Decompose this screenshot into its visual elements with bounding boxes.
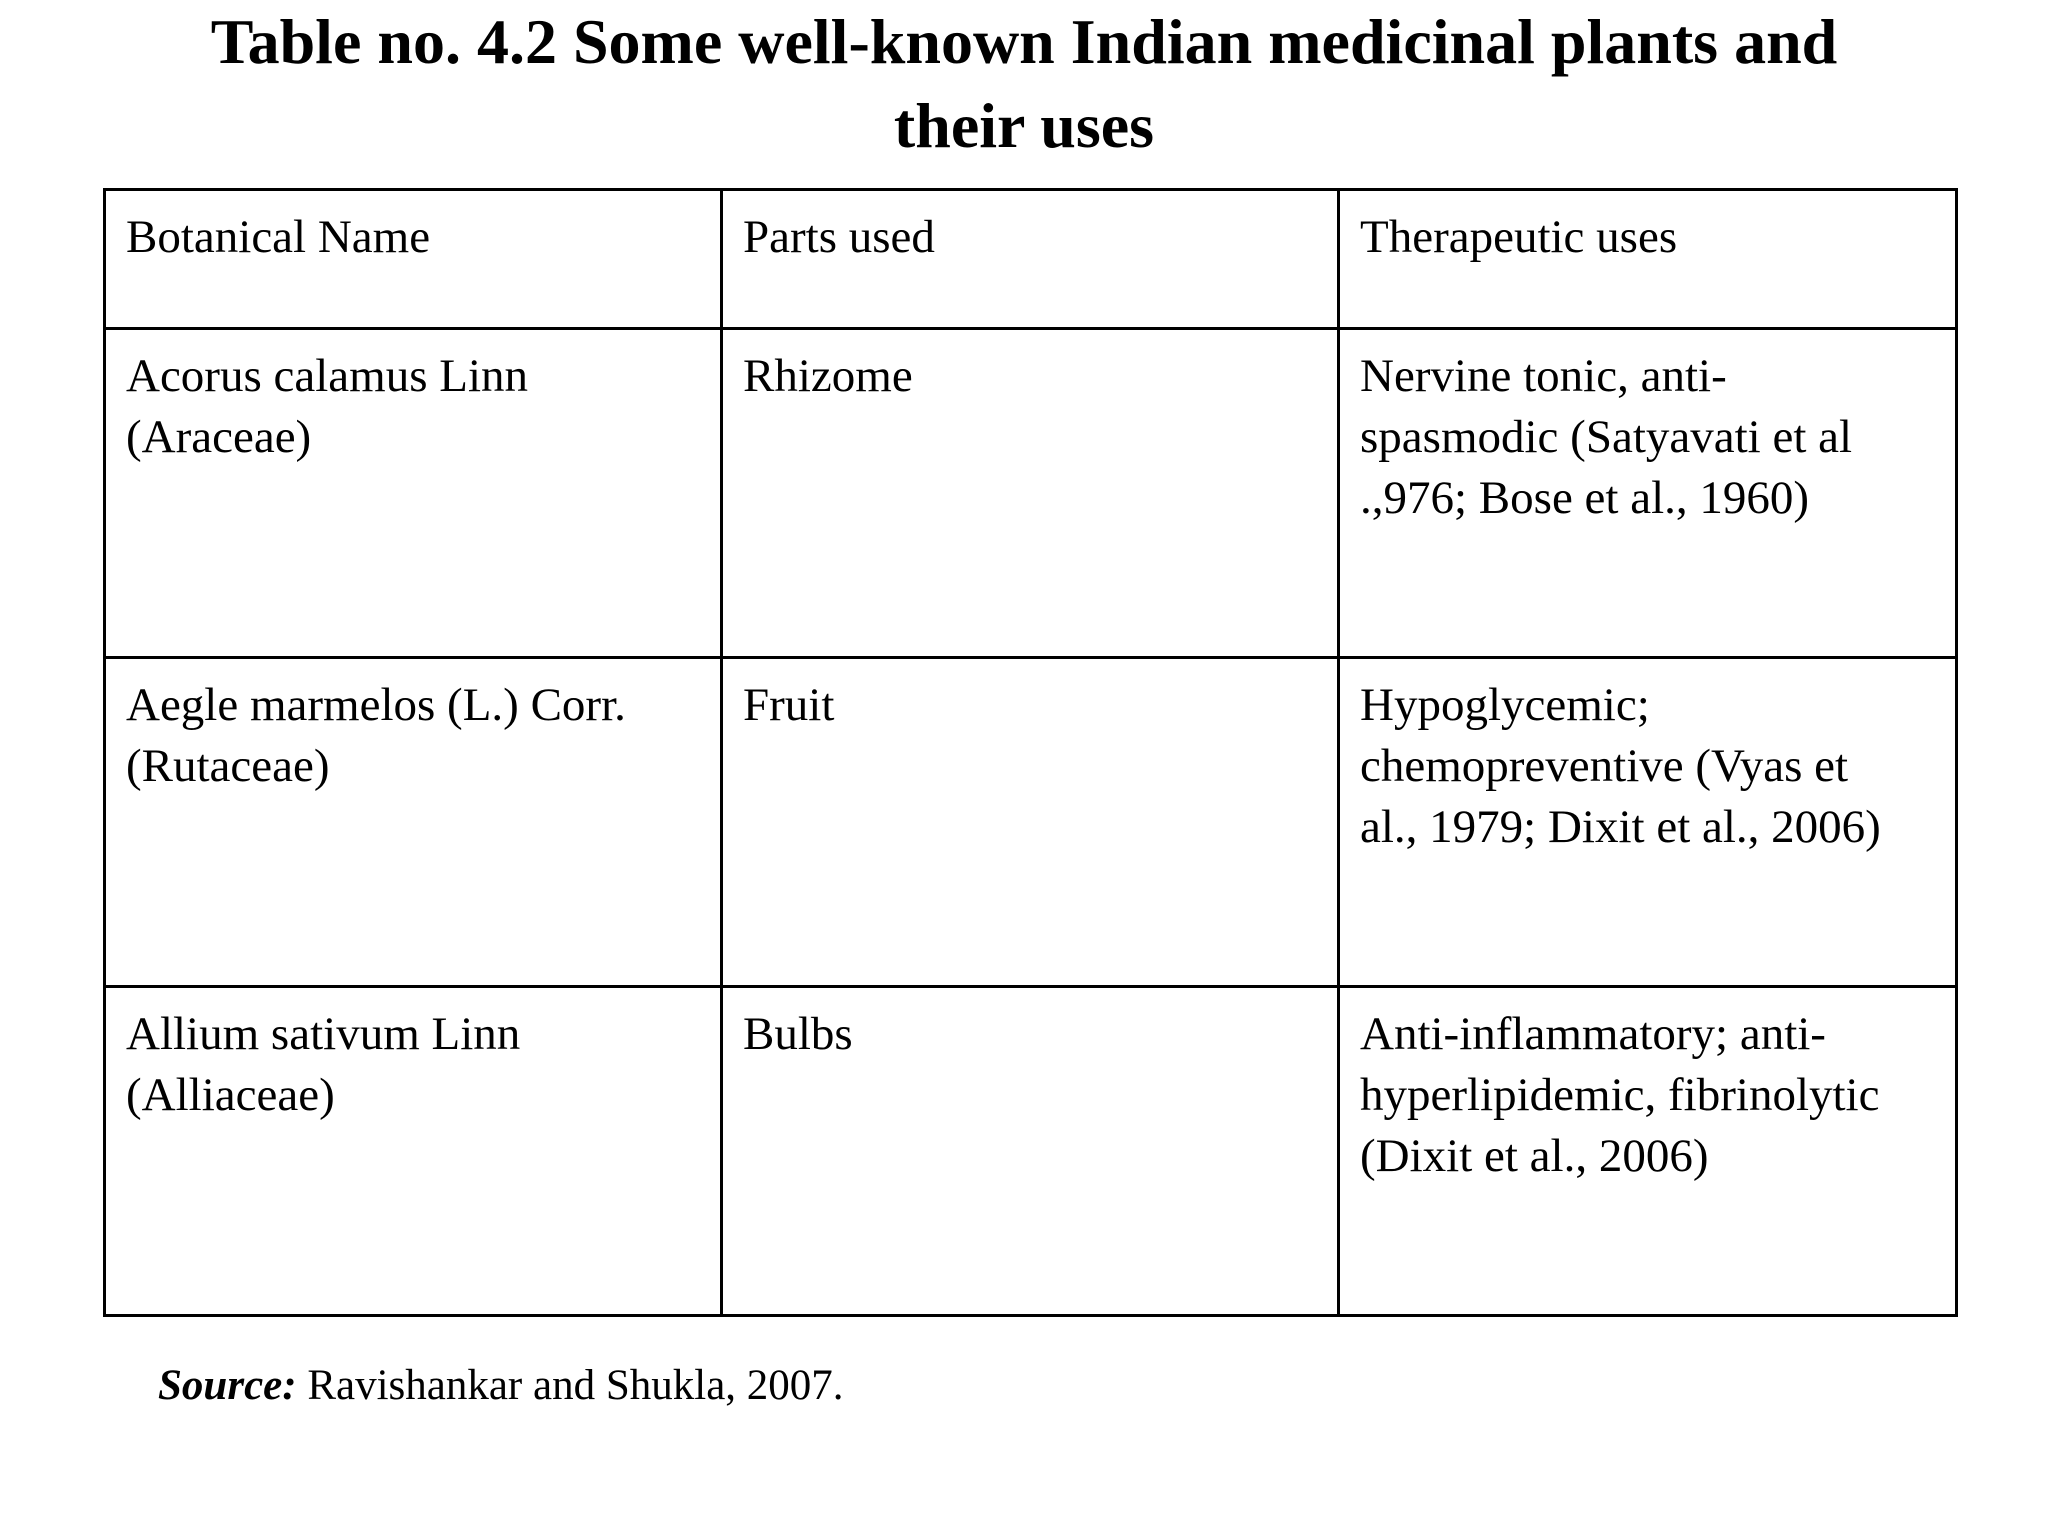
therapeutic-uses-cell	[1339, 329, 1957, 658]
table-header-row	[105, 190, 1957, 329]
parts-used: Rhizome	[743, 350, 913, 402]
uses-line: spasmodic (Satyavati et al	[1360, 411, 1853, 463]
uses-line: al., 1979; Dixit et al., 2006)	[1360, 801, 1881, 853]
source-label: Source:	[158, 1362, 297, 1409]
medicinal-plants-table	[103, 188, 1958, 1317]
parts-used-cell	[722, 329, 1339, 658]
header-therapeutic-uses: Therapeutic uses	[1339, 190, 1957, 329]
plant-family: (Alliaceae)	[126, 1069, 335, 1121]
header-botanical-name: Botanical Name	[105, 190, 722, 329]
parts-used: Fruit	[743, 679, 835, 731]
botanical-name-cell	[105, 987, 722, 1316]
plant-family: (Rutaceae)	[126, 740, 330, 792]
source-text: Ravishankar and Shukla, 2007.	[296, 1362, 844, 1409]
uses-line: Hypoglycemic;	[1360, 679, 1650, 731]
parts-used-cell	[722, 987, 1339, 1316]
header-parts-used: Parts used	[722, 190, 1339, 329]
uses-line: .,976; Bose et al., 1960)	[1360, 472, 1810, 524]
therapeutic-uses-cell	[1339, 658, 1957, 987]
uses-line: Nervine tonic, anti-	[1360, 350, 1727, 402]
title-line-1: Table no. 4.2 Some well-known Indian medicinal plants and	[210, 6, 1838, 77]
table-row	[105, 658, 1957, 987]
uses-line: Anti-inflammatory; anti-	[1360, 1008, 1826, 1060]
source-citation	[158, 1358, 844, 1414]
therapeutic-uses-cell	[1339, 987, 1957, 1316]
botanical-name: Allium sativum Linn	[126, 1008, 521, 1060]
table-row	[105, 329, 1957, 658]
botanical-name-cell	[105, 329, 722, 658]
parts-used: Bulbs	[743, 1008, 853, 1060]
botanical-name: Aegle marmelos (L.) Corr.	[126, 679, 626, 731]
parts-used-cell	[722, 658, 1339, 987]
uses-line: chemopreventive (Vyas et	[1360, 740, 1849, 792]
plant-family: (Araceae)	[126, 411, 312, 463]
uses-line: hyperlipidemic, fibrinolytic	[1360, 1069, 1880, 1121]
title-line-2: their uses	[893, 90, 1155, 161]
uses-line: (Dixit et al., 2006)	[1360, 1130, 1709, 1182]
table-row	[105, 987, 1957, 1316]
botanical-name-cell	[105, 658, 722, 987]
botanical-name: Acorus calamus Linn	[126, 350, 529, 402]
page-title	[0, 0, 2048, 168]
